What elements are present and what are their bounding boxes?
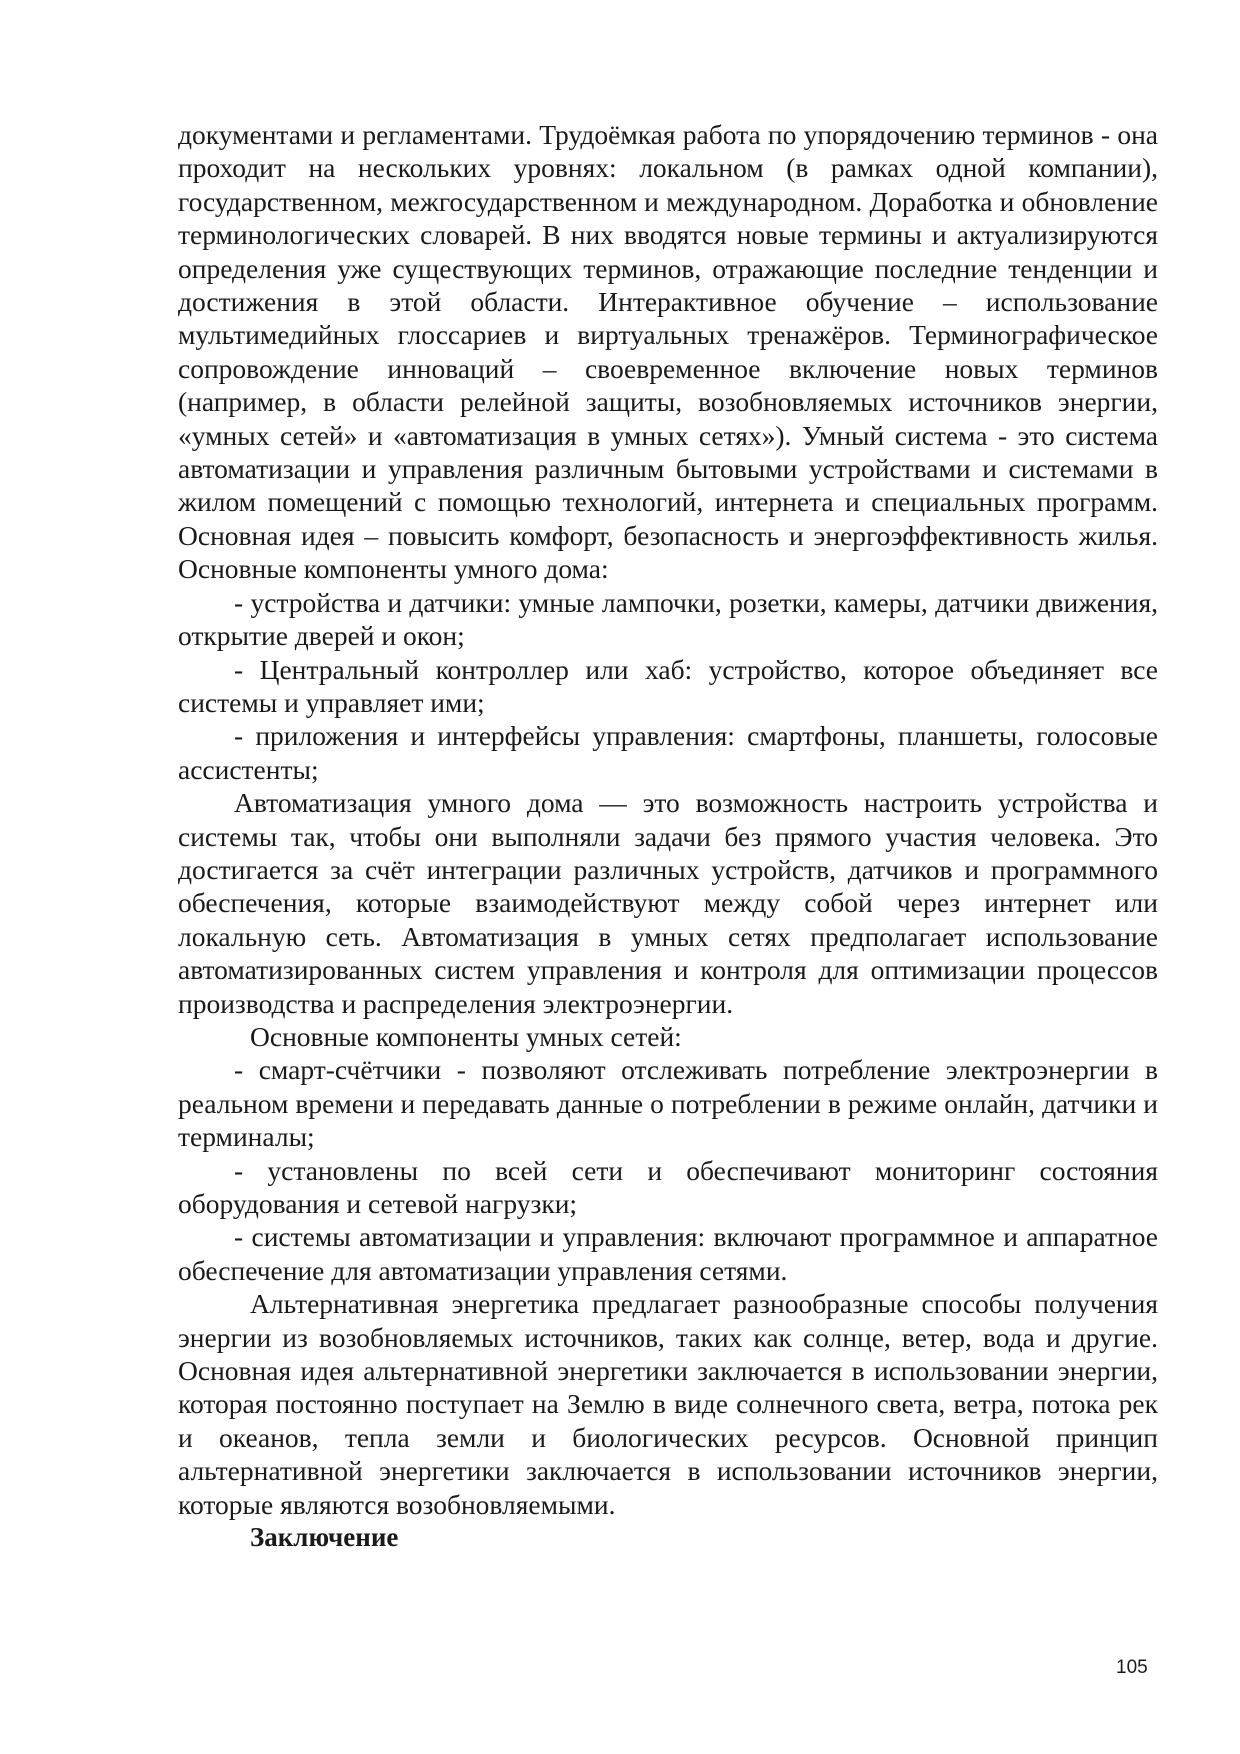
list-item: - устройства и датчики: умные лампочки, розетки, камеры, датчики движения, открытие дверей и окон; (178, 586, 1158, 652)
list-item: - смарт-счётчики - позволяют отслеживать потребление электроэнергии в реальном времени и передавать данные о потреблении в режиме онлайн, датчики и терминалы; (178, 1054, 1158, 1153)
paragraph: Альтернативная энергетика предлагает разнообразные способы получения энергии из возобновляемых источников, таких как солнце, ветер, вода и другие. Основная идея альтернативной энергетики заключается в использовании энергии, которая постоянно поступает на Землю в виде солнечного света, ветра, потока рек и океанов, тепла земли и биологических ресурсов. Основной принцип альтернативной энергетики заключается в использовании источников энергии, которые являются возобновляемыми. (178, 1288, 1158, 1520)
list-item: - приложения и интерфейсы управления: смартфоны, планшеты, голосовые ассистенты; (178, 720, 1158, 785)
paragraph: документами и регламентами. Трудоёмкая работа по упорядочению терминов - она проходит на нескольких уровнях: локальном (в рамках одной компании), государственном, межгосударственном и международном. Доработка и обновление терминологических словарей. В них вводятся новые термины и актуализируются определения уже существующих терминов, отражающие последние тенденции и достижения в этой области. Интерактивное обучение – использование мультимедийных глоссариев и виртуальных тренажёров. Терминографическое сопровождение инноваций – своевременное включение новых терминов (например, в области релейной защиты, возобновляемых источников энергии, «умных сетей» и «автоматизация в умных сетях»). Умный система - это система автоматизации и управления различным бытовыми устройствами и системами в жилом помещений с помощью технологий, интернета и специальных программ. Основная идея – повысить комфорт, безопасность и энергоэффективность жилья. Основные компоненты умного дома: (178, 119, 1158, 585)
section-heading: Заключение (250, 1522, 399, 1553)
list-item: - системы автоматизации и управления: включают программное и аппаратное обеспечение для автоматизации управления сетями. (178, 1221, 1158, 1286)
list-item: - Центральный контроллер или хаб: устройство, которое объединяет все системы и управляет ими; (178, 653, 1158, 718)
list-item: - установлены по всей сети и обеспечивают мониторинг состояния оборудования и сетевой нагрузки; (178, 1154, 1158, 1219)
paragraph: Автоматизация умного дома — это возможность настроить устройства и системы так, чтобы они выполняли задачи без прямого участия человека. Это достигается за счёт интеграции различных устройств, датчиков и программного обеспечения, которые взаимодействуют между собой через интернет или локальную сеть. Автоматизация в умных сетях предполагает использование автоматизированных систем управления и контроля для оптимизации процессов производства и распределения электроэнергии. (178, 787, 1158, 1019)
paragraph: Основные компоненты умных сетей: (250, 1020, 682, 1052)
document-body (178, 118, 1158, 1554)
page-number: 105 (1116, 1657, 1148, 1678)
